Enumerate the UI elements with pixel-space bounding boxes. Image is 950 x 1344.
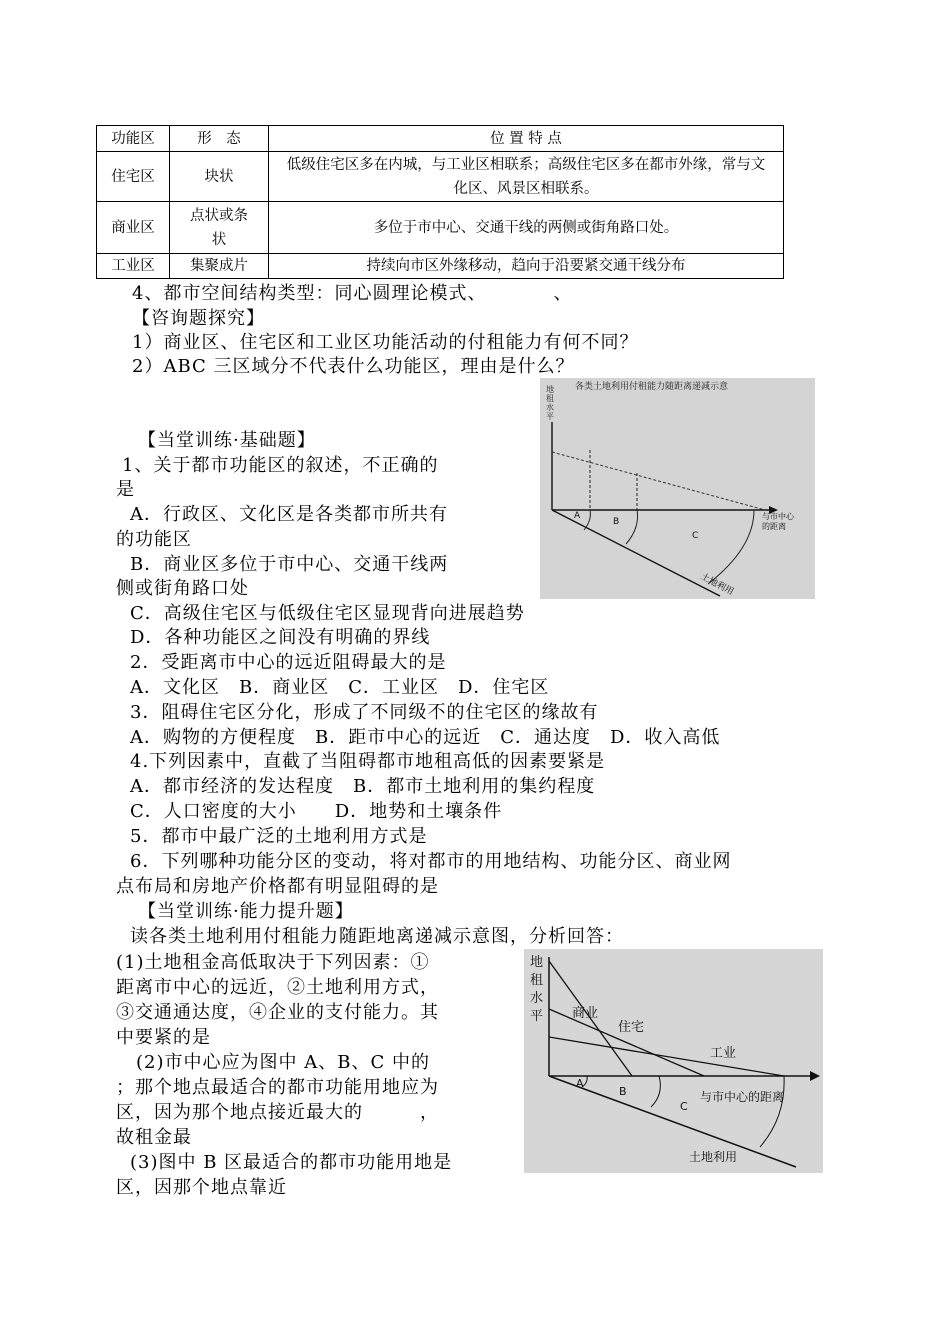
section-heading: 【当堂训练·能力提升题】 — [138, 901, 354, 922]
zone-label-a: A — [574, 511, 581, 521]
table-cell: 商业区 — [97, 202, 170, 254]
section-heading: 【当堂训练·基础题】 — [138, 430, 316, 451]
zone-arc — [626, 510, 638, 544]
question: 2）ABC 三区域分不代表什么功能区，理由是什么？ — [132, 356, 575, 377]
zone-label-b: B — [619, 1085, 627, 1098]
industry-line — [549, 1037, 784, 1076]
option: 侧或街角路口处 — [116, 578, 249, 599]
land-use-label: 土地利用 — [698, 571, 736, 598]
table-cell: 点状或条状 — [170, 202, 269, 254]
question: 5．都市中最广泛的土地利用方式是 — [130, 826, 428, 847]
x-axis-label: 与市中心 — [762, 512, 794, 521]
land-use-label: 土地利用 — [689, 1150, 738, 1164]
zone-arc — [760, 1076, 784, 1147]
rent-diagram-1 — [540, 378, 815, 599]
y-axis-label: 水 — [546, 403, 554, 412]
table-row — [97, 202, 784, 254]
y-axis-label: 平 — [530, 1009, 544, 1024]
table-cell: 住宅区 — [97, 152, 170, 202]
y-axis-label: 平 — [546, 412, 554, 421]
x-axis-label: 与市中心的距离 — [700, 1090, 785, 1104]
table-cell: 低级住宅区多在内城，与工业区相联系；高级住宅区多在都市外缘，常与文化区、风景区相联系。 — [269, 152, 784, 202]
industry-label: 工业 — [710, 1046, 737, 1061]
zone-arc — [708, 510, 754, 584]
option: C．人口密度的大小 D．地势和土壤条件 — [130, 801, 503, 822]
zone-label-c: C — [692, 531, 699, 541]
rent-diagram-2 — [524, 949, 823, 1173]
question: 区，因为那个地点接近最大的 ， — [116, 1102, 439, 1123]
function-zone-table — [96, 125, 784, 279]
table-cell: 多位于市中心、交通干线的两侧或街角路口处。 — [269, 202, 784, 254]
option: A．购物的方便程度 B．距市中心的远近 C．通达度 D．收入高低 — [130, 727, 721, 748]
text-line: 4、都市空间结构类型：同心圆理论模式、 、 — [132, 283, 573, 304]
y-axis-label: 水 — [530, 991, 544, 1006]
table-cell: 块状 — [170, 152, 269, 202]
question: ；那个地点最适合的都市功能用地应为 — [116, 1077, 439, 1098]
question: 距离市中心的远近，②土地利用方式， — [116, 977, 439, 998]
question: 是 — [116, 479, 135, 500]
question: (3)图中 B 区最适合的都市功能用地是 — [130, 1152, 453, 1173]
question: ③交通通达度，④企业的支付能力。其 — [116, 1002, 439, 1023]
table-cell: 工业区 — [97, 254, 170, 279]
commerce-label: 商业 — [572, 1006, 599, 1021]
header-cell: 位 置 特 点 — [269, 126, 784, 152]
zone-label-c: C — [680, 1100, 688, 1113]
option: A．文化区 B．商业区 C．工业区 D．住宅区 — [130, 677, 550, 698]
table-header-row — [97, 126, 784, 152]
residence-label: 住宅 — [618, 1020, 645, 1035]
option: B．商业区多位于市中心、交通干线两 — [130, 554, 449, 575]
y-axis-label: 租 — [530, 973, 544, 988]
table-cell: 集聚成片 — [170, 254, 269, 279]
question: 故租金最 — [116, 1127, 192, 1148]
question: 1）商业区、住宅区和工业区功能活动的付租能力有何不同？ — [132, 332, 639, 353]
option: D．各种功能区之间没有明确的界线 — [130, 627, 431, 648]
option: C．高级住宅区与低级住宅区显现背向进展趋势 — [130, 603, 525, 624]
section-heading: 【咨询题探究】 — [132, 308, 265, 329]
question: (2)市中心应为图中 A、B、C 中的 — [136, 1052, 430, 1073]
header-cell: 形 态 — [170, 126, 269, 152]
question: 3．阻碍住宅区分化，形成了不同级不的住宅区的缘故有 — [130, 702, 599, 723]
x-axis-arrow — [810, 1071, 820, 1081]
question: 区，因那个地点靠近 — [116, 1177, 287, 1198]
x-axis-label: 的距离 — [762, 522, 786, 531]
option: 的功能区 — [116, 529, 192, 550]
question: 2．受距离市中心的远近阻碍最大的是 — [130, 652, 447, 673]
rent-line — [552, 452, 765, 510]
y-axis-label: 地 — [530, 955, 544, 970]
question: 4.下列因素中，直截了当阻碍都市地租高低的因素要紧是 — [130, 751, 606, 772]
table-cell: 持续向市区外缘移动，趋向于沿要紧交通干线分布 — [269, 254, 784, 279]
table-row — [97, 152, 784, 202]
question: 中要紧的是 — [116, 1027, 211, 1048]
option: A．行政区、文化区是各类都市所共有 — [130, 504, 448, 525]
zone-label-a: A — [576, 1077, 584, 1090]
table-row — [97, 254, 784, 279]
zone-arc — [651, 1076, 660, 1107]
question: 1、关于都市功能区的叙述，不正确的 — [122, 455, 439, 476]
y-axis-label: 地 — [546, 385, 554, 394]
question: 6．下列哪种功能分区的变动，将对都市的用地结构、功能分区、商业网 — [130, 851, 732, 872]
question: (1)土地租金高低取决于下列因素：① — [116, 952, 430, 973]
option: A．都市经济的发达程度 B．都市土地利用的集约程度 — [130, 776, 596, 797]
y-axis-label: 租 — [546, 394, 554, 403]
zone-label-b: B — [613, 517, 620, 527]
land-use-line — [552, 510, 720, 596]
question: 读各类土地利用付租能力随距地离递减示意图，分析回答： — [130, 926, 624, 947]
header-cell: 功能区 — [97, 126, 170, 152]
question: 点布局和房地产价格都有明显阻碍的是 — [116, 876, 439, 897]
diagram-title: 各类土地利用付租能力随距离递减示意 — [575, 382, 729, 392]
